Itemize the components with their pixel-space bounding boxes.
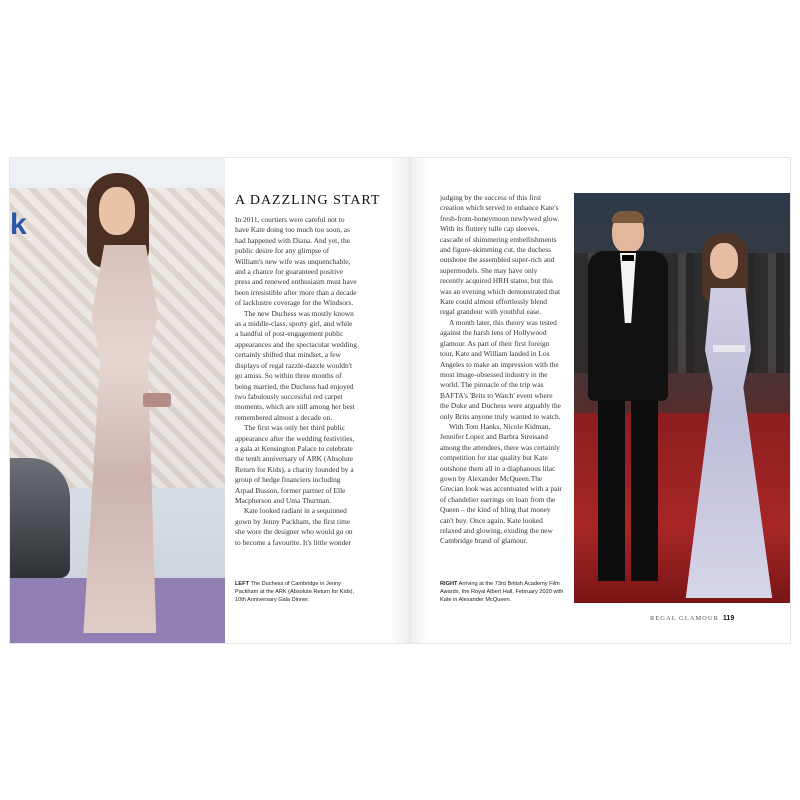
middle-text-column bbox=[440, 193, 562, 547]
page-heading: A DAZZLING START bbox=[235, 193, 381, 208]
duchess-figure bbox=[680, 233, 776, 598]
paragraph: judging by the success of this first creation which served to enhance Kate's fresh-from-honeymoon newlywed glow. With its fluttery tulle cap sleeves, cascade of shimmering embellishments and figure-skimming cut, the duchess outshone the assembled super-rich and supermodels. She may have only recently acquired HRH status, but this was an evening which demonstrated that Kate could almost effortlessly blend regal grandeur with youthful ease. bbox=[440, 193, 561, 317]
photo-duchess-jenny-packham bbox=[10, 158, 225, 643]
duke-figure bbox=[584, 213, 672, 593]
page-number: 119 bbox=[722, 615, 735, 622]
photo-bafta-arrival bbox=[574, 193, 790, 603]
section-title: REGAL GLAMOUR bbox=[650, 615, 719, 622]
paragraph: With Tom Hanks, Nicole Kidman, Jennifer Lopez and Barbra Streisand among the attendees, there was certainly competition for star quality but Kate outshone them all in a diaphanous lilac gown by Alexander McQueen.The Grecian look was accentuated with a pair of chandelier earrings on loan from the Queen – the kind of bling that money can't buy. Once again, Kate looked relaxed and glowing, exuding the new Cambridge brand of glamour. bbox=[440, 421, 562, 546]
lilac-gown bbox=[680, 288, 776, 598]
paragraph: In 2011, courtiers were careful not to have Kate doing too much too soon, as had happened with Diana. And yet, the public desire for any glimpse of William's new wife was unquenchable, and a chance for guaranteed positive press and renewed enthusiasm must have been irresistible after more than a decade of lacklustre coverage for the Windsors. bbox=[235, 215, 357, 308]
paragraph: The new Duchess was mostly known as a middle-class, sporty girl, and while a handful of post-engagement public appearances and the spectacular wedding certainly shifted that mindset, a few displays of regal razzle-dazzle wouldn't go amiss. So within three months of being married, the Duchess had enjoyed two fabulously successful red carpet moments, which are still among her best remembered almost a decade on. bbox=[235, 308, 357, 422]
caption-label: LEFT bbox=[235, 581, 249, 587]
right-caption bbox=[440, 580, 566, 604]
sequinned-gown bbox=[73, 245, 177, 633]
bow-tie bbox=[622, 255, 634, 261]
spine-gutter bbox=[390, 158, 430, 643]
duchess-figure bbox=[65, 173, 185, 633]
caption-text: The Duchess of Cambridge in Jenny Packham at the ARK (Absolute Return for Kids), 10th Anniversary Gala Dinner. bbox=[235, 581, 355, 603]
caption-label: RIGHT bbox=[440, 581, 458, 587]
page-folio bbox=[650, 615, 734, 622]
left-text-column bbox=[235, 215, 357, 548]
ark-logo-fragment: k bbox=[10, 208, 27, 241]
gown-belt bbox=[713, 345, 745, 352]
book-spread bbox=[10, 158, 790, 643]
paragraph: Kate looked radiant in a sequinned gown by Jenny Packham, the first time she wore the designer who would go on to become a favourite. It's little wonder bbox=[235, 506, 353, 547]
paragraph: A month later, this theory was tested against the harsh lens of Hollywood glamour. As part of their first foreign tour, Kate and William landed in Los Angeles to make an impression with the most image-obsessed industry in the world. The pinnacle of the trip was BAFTA's 'Brits to Watch' event where the Duke and Duchess were arguably the only Brits anyone truly wanted to watch. bbox=[440, 317, 561, 421]
car-silhouette bbox=[10, 458, 70, 578]
clutch-bag bbox=[143, 393, 171, 407]
paragraph: The first was only her third public appearance after the wedding festivities, a gala at Kensington Palace to celebrate the tenth anniversary of ARK (Absolute Return for Kids), a charity founded by a group of hedge financiers including Arpad Busson, former partner of Elle Macpherson and Uma Thurman. bbox=[235, 423, 355, 505]
caption-text: Arriving at the 73rd British Academy Film Awards, the Royal Albert Hall, February 2020 with Kate in Alexander McQueen. bbox=[440, 581, 564, 603]
left-caption bbox=[235, 580, 361, 604]
